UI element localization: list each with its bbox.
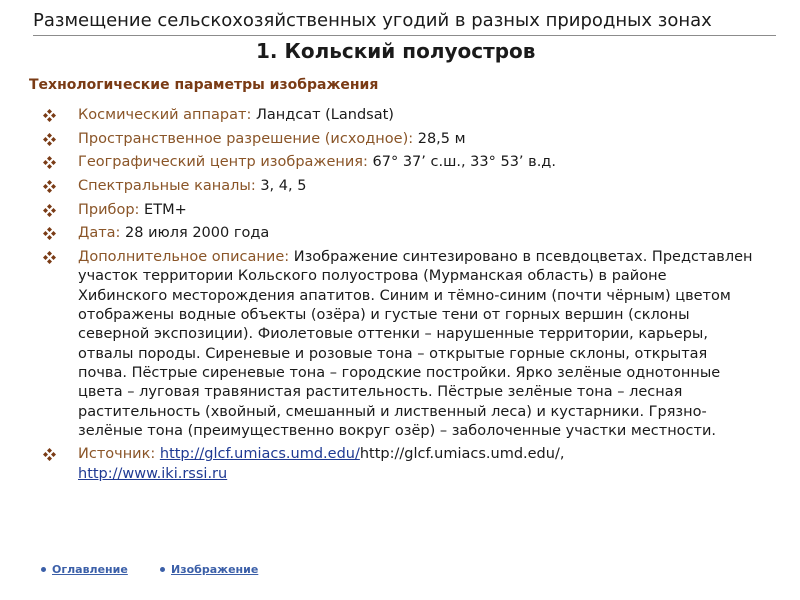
footer-navigation <box>0 563 800 577</box>
nav-link-image-label: Изображение <box>171 563 259 576</box>
diamond-bullet-icon <box>43 248 57 267</box>
source-plain-text: http://glcf.umiacs.umd.edu/, <box>359 446 565 463</box>
dot-icon <box>160 567 165 572</box>
param-value: Ландсат (Landsat) <box>255 107 394 123</box>
parameter-list <box>43 106 755 488</box>
slide-title: 1. Кольский полуостров <box>256 39 536 63</box>
presentation-title: Размещение сельскохозяйственных угодий в разных природных зонах <box>33 10 712 31</box>
nav-link-contents[interactable] <box>41 563 128 576</box>
param-date <box>43 224 755 243</box>
diamond-bullet-icon <box>43 130 57 149</box>
param-label: Прибор: <box>78 201 145 218</box>
param-value: Изображение синтезировано в псевдоцветах. Представлен участок территории Кольского полуострова (Мурманская область) в районе Хибинского месторождения апатитов. Синим и тёмно-синим (почти чёрным) цветом отображены водные объекты (озёра) и густые тени от горных вершин (склоны северной экспозиции). Фиолетовые оттенки – нарушенные территории, карьеры, отвалы породы. Сиреневые и розовые тона – открытые горные склоны, открытая почва. Пёстрые сиреневые тона – городские постройки. Ярко зелёные однотонные цвета – луговая травянистая растительность. Пёстрые зелёные тона – лесная растительность (хвойный, смешанный и лиственный леса) и кустарники. Грязно-зелёные тона (преимущественно вокруг озёр) – заболоченные участки местности. <box>78 249 753 439</box>
diamond-bullet-icon <box>43 201 57 220</box>
param-value: 3, 4, 5 <box>260 178 307 195</box>
param-spacecraft <box>43 106 755 125</box>
header-divider <box>33 35 776 36</box>
param-value: 28 июля 2000 года <box>125 225 270 242</box>
source-label: Источник: <box>78 446 160 463</box>
param-geo-center <box>43 153 755 172</box>
param-value: 67° 37’ с.ш., 33° 53’ в.д. <box>372 154 556 171</box>
diamond-bullet-icon <box>43 445 57 464</box>
source-link-iki[interactable]: http://www.iki.rssi.ru <box>78 465 228 482</box>
nav-link-contents-label: Оглавление <box>52 563 128 576</box>
param-description <box>43 248 755 441</box>
param-instrument <box>43 201 755 220</box>
dot-icon <box>41 567 46 572</box>
diamond-bullet-icon <box>43 177 57 196</box>
param-label: Дополнительное описание: <box>78 249 294 266</box>
param-label: Спектральные каналы: <box>78 178 261 195</box>
param-label: Пространственное разрешение (исходное): <box>78 130 418 147</box>
param-value: 28,5 м <box>417 130 466 147</box>
param-spectral-bands <box>43 177 755 196</box>
diamond-bullet-icon <box>43 106 57 125</box>
param-value: ETM+ <box>144 201 187 218</box>
param-label: Дата: <box>78 225 126 242</box>
param-resolution <box>43 130 755 149</box>
param-source <box>43 445 755 484</box>
nav-link-image[interactable] <box>160 563 258 576</box>
source-link-glcf[interactable]: http://glcf.umiacs.umd.edu/ <box>159 446 360 463</box>
diamond-bullet-icon <box>43 224 57 243</box>
param-label: Географический центр изображения: <box>78 154 373 171</box>
diamond-bullet-icon <box>43 153 57 172</box>
section-heading: Технологические параметры изображения <box>29 77 379 93</box>
param-label: Космический аппарат: <box>78 107 256 123</box>
